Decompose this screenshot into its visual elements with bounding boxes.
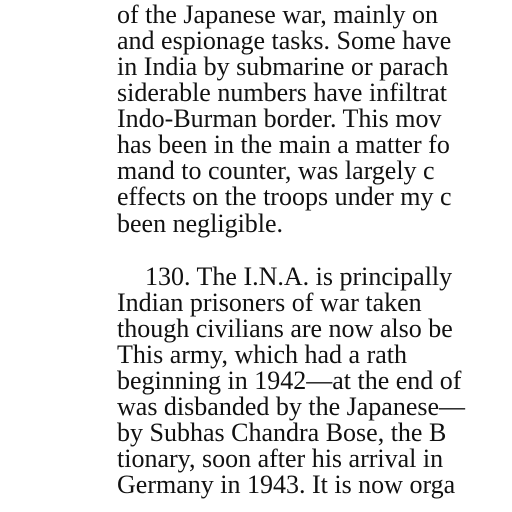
text-line: beginning in 1942—at the end of xyxy=(117,366,462,395)
text-line: effects on the troops under my c xyxy=(117,182,452,211)
text-line: and espionage tasks. Some have xyxy=(117,26,452,55)
text-line: siderable numbers have infiltrat xyxy=(117,78,447,107)
paragraph-start-line: 130. The I.N.A. is principally xyxy=(145,262,453,291)
text-line: mand to counter, was largely c xyxy=(117,156,435,185)
text-line: has been in the main a matter fo xyxy=(117,130,450,159)
text-line: tionary, soon after his arrival in xyxy=(117,444,444,473)
text-line: of the Japanese war, mainly on xyxy=(117,0,438,29)
text-line: This army, which had a rath xyxy=(117,340,407,369)
text-line: Germany in 1943. It is now orga xyxy=(117,470,456,499)
text-line: Indo-Burman border. This mov xyxy=(117,104,442,133)
text-line: Indian prisoners of war taken xyxy=(117,288,422,317)
text-line: was disbanded by the Japanese— xyxy=(117,392,466,421)
text-line: in India by submarine or parach xyxy=(117,52,449,81)
text-line: been negligible. xyxy=(117,209,284,238)
text-line: though civilians are now also be xyxy=(117,314,453,343)
text-line: by Subhas Chandra Bose, the B xyxy=(117,418,447,447)
